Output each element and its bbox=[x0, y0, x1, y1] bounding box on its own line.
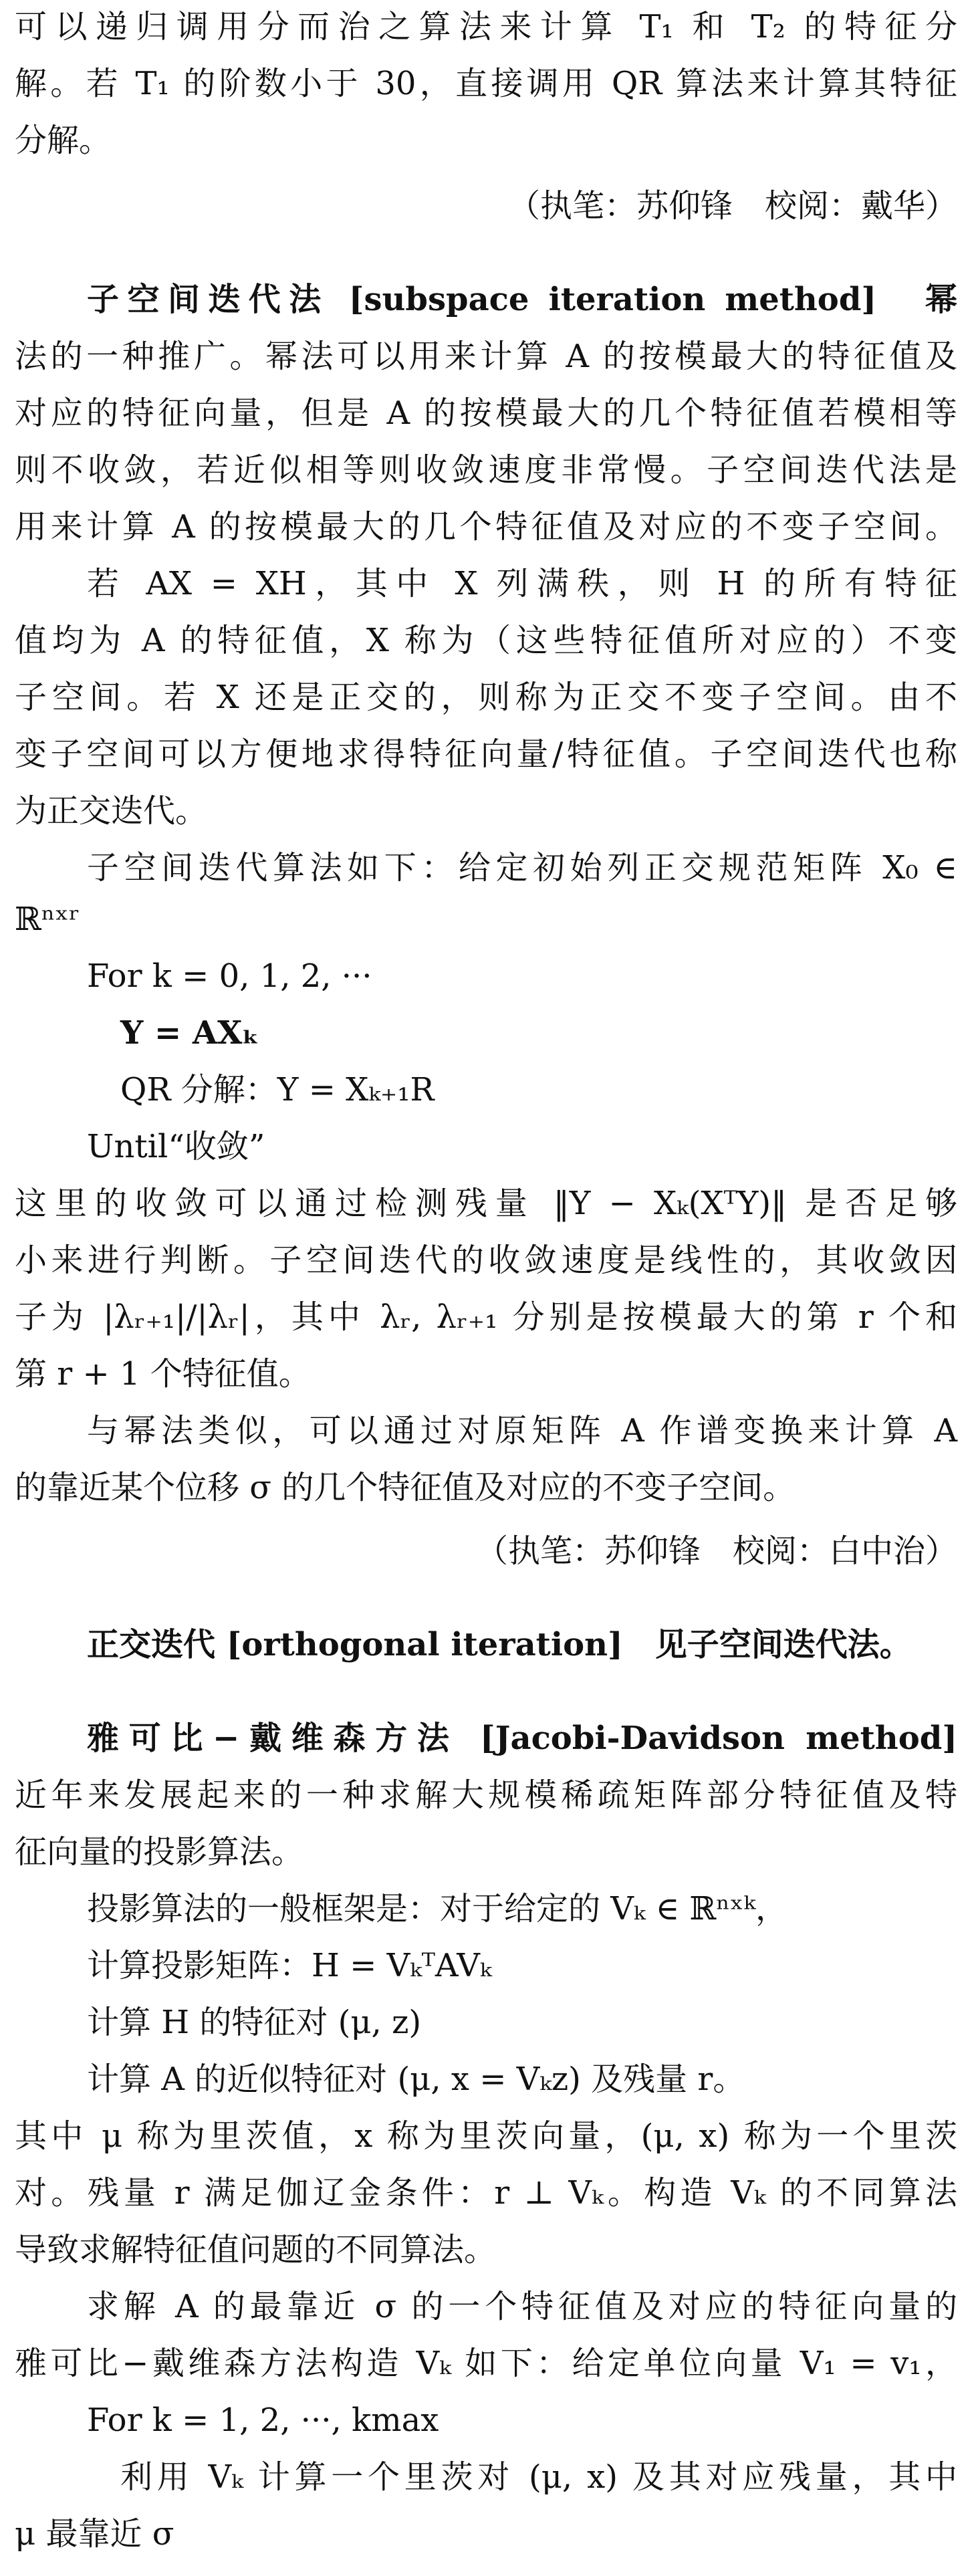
algorithm-line: Y = AXₖ bbox=[120, 1014, 259, 1052]
text-line: 解。若 T₁ 的阶数小于 30，直接调用 QR 算法来计算其特征 bbox=[15, 65, 957, 102]
text-line: 子空间。若 X 还是正交的，则称为正交不变子空间。由不 bbox=[15, 679, 957, 716]
text-line: 计算 A 的近似特征对 (μ, x = Vₖz) 及残量 r。 bbox=[87, 2061, 745, 2098]
algorithm-line: μ 最靠近 σ bbox=[15, 2515, 174, 2553]
text-line: 与幂法类似，可以通过对原矩阵 A 作谱变换来计算 A bbox=[87, 1412, 957, 1449]
text-line: 值均为 A 的特征值，X 称为（这些特征值所对应的）不变 bbox=[15, 622, 957, 659]
author-credit: （执笔：苏仰锋 校阅：白中治） bbox=[475, 1532, 957, 1570]
text-line: 可以递归调用分而治之算法来计算 T₁ 和 T₂ 的特征分 bbox=[15, 8, 957, 45]
text-line-math: ℝⁿˣʳ bbox=[15, 901, 80, 938]
text-line: 分解。 bbox=[15, 122, 112, 159]
text-line: 求解 A 的最靠近 σ 的一个特征值及对应的特征向量的 bbox=[87, 2288, 957, 2325]
text-line: 对应的特征向量，但是 A 的按模最大的几个特征值若模相等 bbox=[15, 394, 957, 432]
text-line: 子为 |λᵣ₊₁|/|λᵣ|，其中 λᵣ, λᵣ₊₁ 分别是按模最大的第 r 个和 bbox=[15, 1298, 957, 1336]
entry-heading-subspace-iteration: 子空间迭代法 [subspace iteration method] 幂 bbox=[87, 281, 957, 318]
text-line: 小来进行判断。子空间迭代的收敛速度是线性的，其收敛因 bbox=[15, 1242, 957, 1279]
text-line: 这里的收敛可以通过检测残量 ‖Y − Xₖ(XᵀY)‖ 是否足够 bbox=[15, 1185, 957, 1222]
text-line: 对。残量 r 满足伽辽金条件：r ⊥ Vₖ。构造 Vₖ 的不同算法 bbox=[15, 2174, 957, 2212]
text-line: 法的一种推广。幂法可以用来计算 A 的按模最大的特征值及 bbox=[15, 338, 957, 375]
text-line: 计算 H 的特征对 (μ, z) bbox=[87, 2004, 422, 2041]
text-line: 子空间迭代算法如下：给定初始列正交规范矩阵 X₀ ∈ bbox=[87, 849, 957, 887]
entry-heading-jacobi-davidson: 雅可比−戴维森方法 [Jacobi-Davidson method] bbox=[87, 1720, 957, 1757]
algorithm-line: Until“收敛” bbox=[87, 1128, 265, 1165]
entry-heading-orthogonal-iteration: 正交迭代 [orthogonal iteration] 见子空间迭代法。 bbox=[87, 1626, 912, 1663]
text-line: 则不收敛，若近似相等则收敛速度非常慢。子空间迭代法是 bbox=[15, 451, 957, 489]
text-line: 征向量的投影算法。 bbox=[15, 1833, 304, 1871]
text-line: 其中 μ 称为里茨值，x 称为里茨向量，(μ, x) 称为一个里茨 bbox=[15, 2117, 957, 2155]
algorithm-line: For k = 1, 2, ···, kmax bbox=[87, 2402, 439, 2439]
algorithm-line: For k = 0, 1, 2, ··· bbox=[87, 957, 372, 995]
text-line: 的靠近某个位移 σ 的几个特征值及对应的不变子空间。 bbox=[15, 1469, 796, 1506]
algorithm-line: 利用 Vₖ 计算一个里茨对 (μ, x) 及其对应残量，其中 bbox=[120, 2458, 957, 2496]
text-line: 雅可比−戴维森方法构造 Vₖ 如下：给定单位向量 V₁ = v₁， bbox=[15, 2345, 957, 2382]
text-line: 近年来发展起来的一种求解大规模稀疏矩阵部分特征值及特 bbox=[15, 1776, 957, 1814]
text-line: 第 r + 1 个特征值。 bbox=[15, 1355, 311, 1393]
text-line: 导致求解特征值问题的不同算法。 bbox=[15, 2231, 497, 2268]
text-line: 若 AX = XH，其中 X 列满秩，则 H 的所有特征 bbox=[87, 565, 957, 602]
text-line: 计算投影矩阵：H = VₖᵀAVₖ bbox=[87, 1947, 492, 1984]
text-line-cross-reference: 为正交迭代。 bbox=[15, 792, 208, 830]
text-line: 投影算法的一般框架是：对于给定的 Vₖ ∈ ℝⁿˣᵏ， bbox=[87, 1890, 787, 1927]
text-line: 用来计算 A 的按模最大的几个特征值及对应的不变子空间。 bbox=[15, 508, 957, 546]
author-credit: （执笔：苏仰锋 校阅：戴华） bbox=[507, 187, 957, 225]
text-line: 变子空间可以方便地求得特征向量/特征值。子空间迭代也称 bbox=[15, 735, 957, 773]
algorithm-line: QR 分解：Y = Xₖ₊₁R bbox=[120, 1071, 435, 1108]
